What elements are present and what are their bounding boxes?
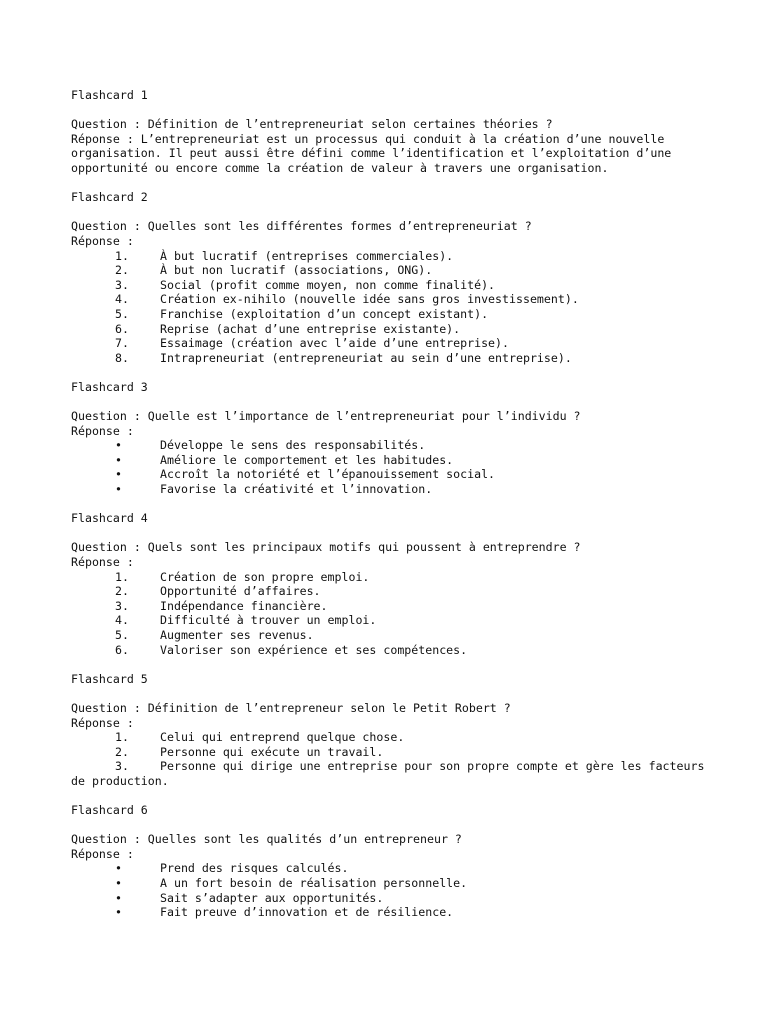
bullet-icon: • (115, 467, 122, 482)
flashcard-2 (71, 190, 711, 365)
list-item-text: Indépendance financière. (160, 598, 328, 613)
list-item-text: Création de son propre emploi. (160, 569, 370, 584)
answer-label: Réponse : (71, 423, 134, 438)
bullet-icon: • (115, 438, 122, 453)
flashcard-title: Flashcard 6 (71, 803, 148, 818)
flashcard-title: Flashcard 4 (71, 511, 148, 526)
answer-list (71, 861, 711, 919)
list-item-text: Celui qui entreprend quelque chose. (160, 730, 405, 745)
list-item (71, 438, 711, 453)
flashcard-title: Flashcard 2 (71, 190, 148, 205)
list-item-text: Développe le sens des responsabilités. (160, 438, 426, 453)
flashcard-title: Flashcard 3 (71, 379, 148, 394)
answer-label: Réponse : (71, 715, 134, 730)
list-item-text: Personne qui dirige une entreprise pour son propre compte et gère les facteurs de production. (71, 759, 705, 788)
answer-list (71, 249, 711, 366)
question-text: Question : Définition de l’entrepreneuriat selon certaines théories ? (71, 117, 553, 132)
list-item-text: Accroît la notoriété et l’épanouissement social. (160, 467, 496, 482)
list-marker: 3. (115, 277, 129, 292)
flashcard-title: Flashcard 1 (71, 88, 148, 102)
list-item (71, 584, 711, 599)
list-item (71, 249, 711, 264)
flashcard-title: Flashcard 5 (71, 671, 148, 686)
list-item (71, 351, 711, 366)
bullet-icon: • (115, 876, 122, 891)
list-marker: 7. (115, 336, 129, 351)
list-item (71, 730, 711, 745)
answer-list (71, 438, 711, 496)
question-text: Question : Quelles sont les différentes formes d’entrepreneuriat ? (71, 219, 532, 234)
list-marker: 4. (115, 292, 129, 307)
list-item-text: Création ex-nihilo (nouvelle idée sans gros investissement). (160, 292, 579, 307)
list-item-text: A un fort besoin de réalisation personnelle. (160, 876, 468, 891)
flashcard-1 (71, 88, 711, 176)
answer-label: Réponse : (71, 555, 134, 569)
list-item-text: Fait preuve d’innovation et de résilience. (160, 905, 454, 920)
list-item-text: À but lucratif (entreprises commerciales). (160, 248, 454, 263)
question-text: Question : Quels sont les principaux motifs qui poussent à entreprendre ? (71, 540, 581, 555)
flashcard-4 (71, 511, 711, 657)
list-item (71, 628, 711, 643)
answer-label: Réponse : (71, 233, 134, 248)
list-item-text: Franchise (exploitation d’un concept existant). (160, 306, 489, 321)
list-item-text: Augmenter ses revenus. (160, 627, 314, 642)
list-item-text: Personne qui exécute un travail. (160, 744, 384, 759)
flashcard-6 (71, 803, 711, 920)
list-item (71, 336, 711, 351)
list-item (71, 861, 711, 876)
list-marker: 3. (115, 759, 129, 774)
answer-list (71, 730, 711, 788)
question-text: Question : Quelles sont les qualités d’un entrepreneur ? (71, 832, 462, 847)
list-item (71, 278, 711, 293)
answer-label: Réponse : (71, 846, 134, 861)
list-item (71, 570, 711, 585)
list-item-text: Valoriser son expérience et ses compétences. (160, 642, 468, 657)
list-item (71, 467, 711, 482)
list-marker: 2. (115, 744, 129, 759)
question-text: Question : Définition de l’entrepreneur selon le Petit Robert ? (71, 700, 511, 715)
list-item (71, 759, 711, 788)
document-page (71, 88, 711, 934)
list-item-text: Améliore le comportement et les habitudes. (160, 452, 454, 467)
list-item (71, 905, 711, 920)
list-marker: 2. (115, 263, 129, 278)
list-item-text: Reprise (achat d’une entreprise existante). (160, 321, 461, 336)
list-item (71, 891, 711, 906)
flashcard-3 (71, 380, 711, 497)
list-item (71, 453, 711, 468)
flashcard-5 (71, 672, 711, 789)
list-item-text: Intrapreneuriat (entrepreneuriat au sein d’une entreprise). (160, 350, 572, 365)
list-marker: 6. (115, 321, 129, 336)
list-item (71, 876, 711, 891)
list-item-text: Essaimage (création avec l’aide d’une entreprise). (160, 336, 510, 351)
bullet-icon: • (115, 861, 122, 876)
list-marker: 5. (115, 306, 129, 321)
list-marker: 6. (115, 642, 129, 657)
bullet-icon: • (115, 890, 122, 905)
list-item (71, 263, 711, 278)
list-item-text: Sait s’adapter aux opportunités. (160, 890, 384, 905)
list-marker: 5. (115, 627, 129, 642)
list-item (71, 292, 711, 307)
bullet-icon: • (115, 452, 122, 467)
list-item-text: Difficulté à trouver un emploi. (160, 613, 377, 628)
answer-text: Réponse : L’entrepreneuriat est un processus qui conduit à la création d’une nouvelle organisation. Il peut aussi être défini comme l’identification et l’exploitation d’une opportunité ou encore comme la création de valeur à travers une organisation. (71, 131, 679, 175)
list-item-text: Opportunité d’affaires. (160, 584, 321, 599)
list-marker: 2. (115, 584, 129, 599)
answer-list (71, 570, 711, 658)
list-marker: 3. (115, 598, 129, 613)
list-marker: 1. (115, 248, 129, 263)
bullet-icon: • (115, 905, 122, 920)
list-item (71, 599, 711, 614)
list-item (71, 307, 711, 322)
list-marker: 1. (115, 730, 129, 745)
question-text: Question : Quelle est l’importance de l’entrepreneuriat pour l’individu ? (71, 409, 581, 424)
bullet-icon: • (115, 482, 122, 497)
list-marker: 4. (115, 613, 129, 628)
list-item (71, 482, 711, 497)
list-marker: 8. (115, 350, 129, 365)
list-marker: 1. (115, 569, 129, 584)
list-item (71, 322, 711, 337)
list-item-text: Favorise la créativité et l’innovation. (160, 482, 433, 497)
list-item (71, 643, 711, 658)
list-item-text: À but non lucratif (associations, ONG). (160, 263, 433, 278)
list-item (71, 745, 711, 760)
list-item-text: Prend des risques calculés. (160, 861, 349, 876)
list-item-text: Social (profit comme moyen, non comme finalité). (160, 277, 496, 292)
list-item (71, 613, 711, 628)
